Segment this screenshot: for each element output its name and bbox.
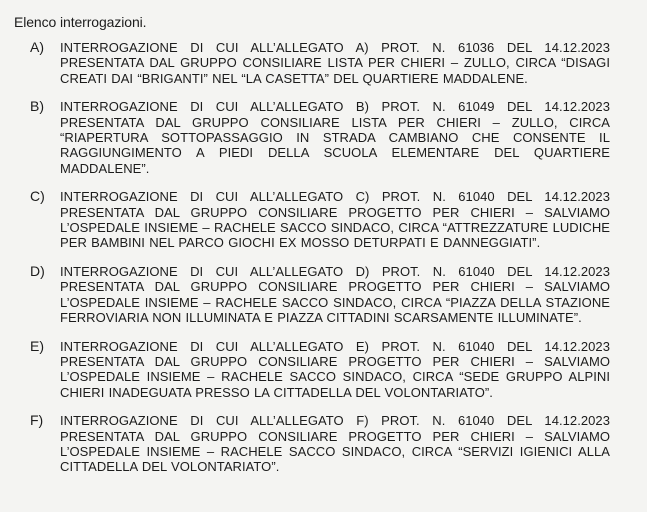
list-marker: D) [30, 262, 45, 279]
list-item-text: INTERROGAZIONE DI CUI ALL’ALLEGATO C) PROT. N. 61040 DEL 14.12.2023 PRESENTATA DAL GRUPPO CONSILIARE PROGETTO PER CHIERI – SALVIAMO L’OSPEDALE INSIEME – RACHELE SACCO SINDACO, CIRCA “ATTREZZATURE LUDICHE PER BAMBINI NEL PARCO GIOCHI EX MOSSO DETURPATI E DANNEGGIATI”. [60, 189, 610, 251]
list-item-text: INTERROGAZIONE DI CUI ALL’ALLEGATO A) PROT. N. 61036 DEL 14.12.2023 PRESENTATA DAL GRUPPO CONSILIARE LISTA PER CHIERI – ZULLO, CIRCA “DISAGI CREATI DAI “BRIGANTI” NEL “LA CASETTA” DEL QUARTIERE MADDALENE. [60, 40, 610, 86]
list-marker: A) [30, 39, 44, 55]
list-item-d [30, 264, 610, 326]
list-item-text: INTERROGAZIONE DI CUI ALL’ALLEGATO B) PROT. N. 61049 DEL 14.12.2023 PRESENTATA DAL GRUPPO CONSILIARE LISTA PER CHIERI – ZULLO, CIRCA “RIAPERTURA SOTTOPASSAGGIO IN STRADA CAMBIANO CHE CONSENTE IL RAGGIUNGIMENTO A PIEDI DELLA SCUOLA ELEMENTARE DEL QUARTIERE MADDALENE”. [60, 99, 610, 176]
list-item-text: INTERROGAZIONE DI CUI ALL’ALLEGATO F) PROT. N. 61040 DEL 14.12.2023 PRESENTATA DAL GRUPPO CONSILIARE PROGETTO PER CHIERI – SALVIAMO L’OSPEDALE INSIEME – RACHELE SACCO SINDACO, CIRCA “SERVIZI IGIENICI ALLA CITTADELLA DEL VOLONTARIATO”. [60, 413, 610, 475]
list-marker: F) [30, 412, 44, 429]
list-marker: C) [30, 188, 45, 205]
list-item-e [30, 339, 610, 401]
interrogation-list [30, 40, 610, 488]
list-item-b [30, 99, 610, 176]
list-marker: E) [30, 337, 44, 354]
list-item-a [30, 40, 610, 86]
list-item-text: INTERROGAZIONE DI CUI ALL’ALLEGATO E) PROT. N. 61040 DEL 14.12.2023 PRESENTATA DAL GRUPPO CONSILIARE PROGETTO PER CHIERI – SALVIAMO L’OSPEDALE INSIEME – RACHELE SACCO SINDACO, CIRCA “SEDE GRUPPO ALPINI CHIERI INADEGUATA PRESSO LA CITTADELLA DEL VOLONTARIATO”. [60, 338, 610, 400]
document-heading: Elenco interrogazioni. [14, 14, 147, 30]
list-marker: B) [30, 98, 44, 115]
list-item-c [30, 189, 610, 251]
list-item-f [30, 413, 610, 475]
list-item-text: INTERROGAZIONE DI CUI ALL’ALLEGATO D) PROT. N. 61040 DEL 14.12.2023 PRESENTATA DAL GRUPPO CONSILIARE PROGETTO PER CHIERI – SALVIAMO L’OSPEDALE INSIEME – RACHELE SACCO SINDACO, CIRCA “PIAZZA DELLA STAZIONE FERROVIARIA NON ILLUMINATA E PIAZZA CITTADINI SCARSAMENTE ILLUMINATE”. [60, 263, 610, 326]
